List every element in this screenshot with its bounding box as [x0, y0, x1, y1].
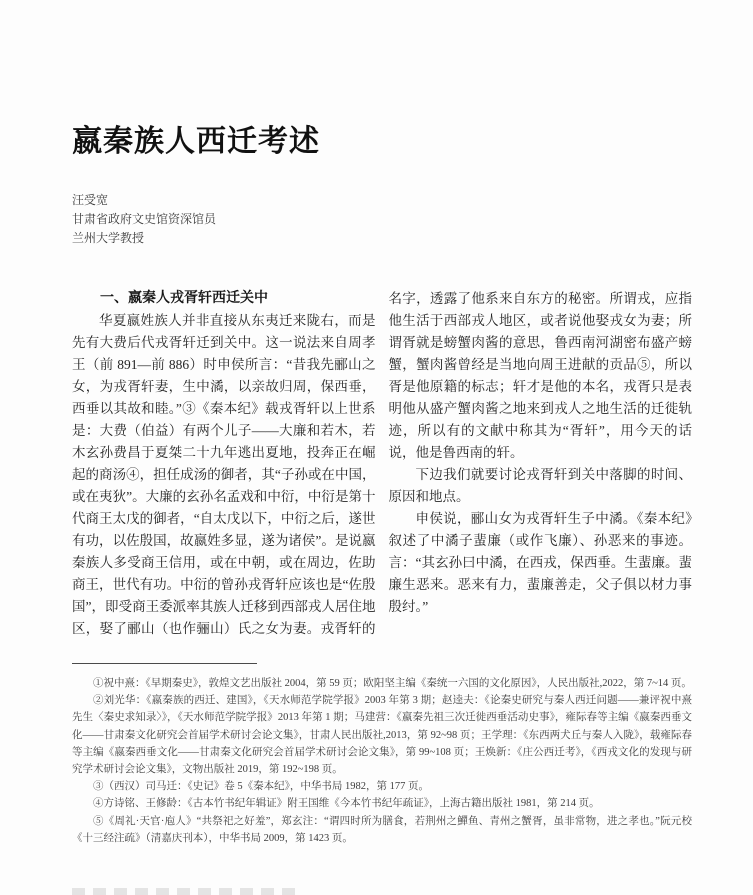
- page-bottom-clipped-text: [72, 888, 297, 895]
- author-block: [72, 191, 692, 248]
- body-paragraph: 华夏嬴姓族人并非直接从东夷迁来陇右，而是先有大费后代戎胥轩迁到关中。这一说法来自周孝王（前 891—前 886）时申侯所言：“昔我先郦山之女，为戎胥轩妻，生中潏，以亲故归周，保西垂，西垂以其故和睦。”③《秦本纪》载戎胥轩以上世系是：大费（伯益）有两个儿子——大廉和若木，若木玄孙费昌于夏桀二十九年逃出夏地，投奔正在崛起的商汤④，担任成汤的御者，其“子孙或在中国，或在夷狄”。大廉的玄孙名孟戏和中衍，中衍是第十代商王太戊的御者，“自太戊以下，中衍之后，遂世有功，以佐殷国，故嬴姓多显，遂为诸侯”。是说嬴秦族人多受商王信用，或在中朝，或在周边，佐助商王，世代有功。中衍的曾孙戎胥轩应该也是“佐殷国”，即受商王委派率其族人迁移到西部戎人居住地区，娶了郦山（也作骊山）氏之女为妻。戎胥轩的名字，透露了他系来自东方的秘密。所谓戎，应指他生活于西部戎人地区，或者说他娶戎女为妻；所谓胥就是螃蟹肉酱的意思，鲁西南河湖密布盛产螃蟹，蟹肉酱曾经是当地向周王进献的贡品⑤，所以胥是他原籍的标志；轩才是他的本名，戎胥只是表明他从盛产蟹肉酱之地来到戎人之地生活的迁徙轨迹，所以有的文献中称其为“胥轩”，用今天的话说，他是鲁西南的轩。: [72, 291, 692, 636]
- article-body: [72, 288, 692, 642]
- body-paragraphs: [72, 288, 692, 642]
- author-affiliation: 甘肃省政府文史馆资深馆员: [72, 212, 217, 226]
- author-affiliation: 兰州大学教授: [72, 231, 145, 245]
- body-paragraph: 申侯说，郦山女为戎胥轩生子中潏。《秦本纪》叙述了中潏子蜚廉（或作飞廉）、孙恶来的事迹。言：“其玄孙曰中潏，在西戎，保西垂。生蜚廉。蜚廉生恶来。恶来有力，蜚廉善走，父子俱以材力事殷纣。”: [388, 511, 692, 614]
- footnote: ③（西汉）司马迁：《史记》卷 5《秦本纪》，中华书局 1982，第 177 页。: [93, 781, 429, 793]
- author-name: 汪受宽: [72, 193, 109, 207]
- section-heading: 一、嬴秦人戎胥轩西迁关中: [100, 291, 268, 306]
- page-title: 嬴秦族人西迁考述: [72, 125, 320, 158]
- footnote: ②刘光华：《嬴秦族的西迁、建国》，《天水师范学院学报》2003 年第 3 期；赵逵夫：《论秦史研究与秦人西迁问题——兼评祝中熹先生〈秦史求知录〉》，《天水师范学院学报》2013 年第 1 期；马建营：《嬴秦先祖三次迁徙西垂活动史事》，雍际春等主编《嬴秦西垂文化——甘肃秦文化研究会首届学术研讨会论文集》，甘肃人民出版社,2013，第 92~98 页；王学理：《东西两犬丘与秦人入陇》，载雍际春等主编《嬴秦西垂文化——甘肃秦文化研究会首届学术研讨会论文集》，第 99~108 页；王焕新：《庄公西迁考》，《西戎文化的发现与研究学术研讨会论文集》，文物出版社 2019，第 192~198 页。: [72, 695, 692, 776]
- footnotes: [72, 675, 692, 847]
- footnote: ④方诗铭、王修龄：《古本竹书纪年辑证》附王国维《今本竹书纪年疏证》，上海古籍出版社 1981，第 214 页。: [93, 798, 600, 810]
- body-paragraph: 下边我们就要讨论戎胥轩到关中落脚的时间、原因和地点。: [388, 467, 692, 504]
- footnote-divider: [72, 663, 257, 664]
- footnote: ①祝中熹：《早期秦史》，敦煌文艺出版社 2004，第 59 页；欧阳坚主编《秦统一六国的文化原因》，人民出版社,2022，第 7~14 页。: [93, 678, 692, 689]
- author-affiliations: [72, 210, 692, 248]
- footnote: ⑤《周礼·天官·庖人》“共祭祀之好羞”，郑玄注：“谓四时所为膳食，若荆州之鱓鱼、青州之蟹胥，虽非常物，进之孝也。”阮元校《十三经注疏》（清嘉庆刊本），中华书局 2009，第 1423 页。: [72, 815, 692, 844]
